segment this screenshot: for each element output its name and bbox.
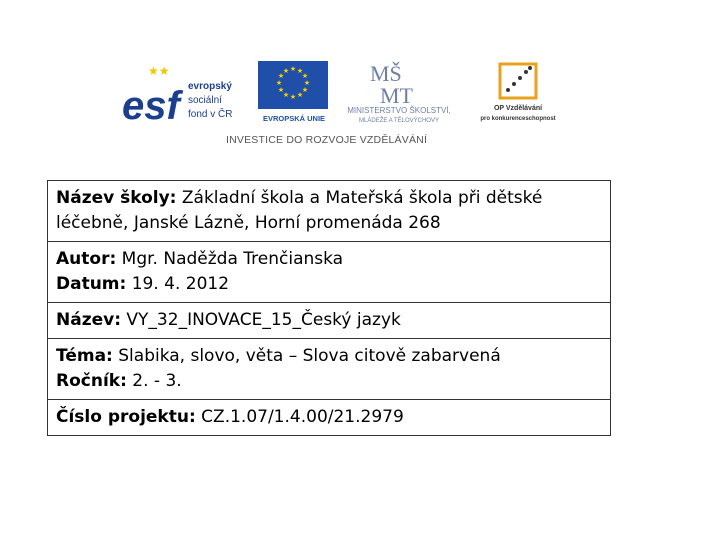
grade-label: Ročník: <box>56 371 127 391</box>
svg-text:★: ★ <box>296 91 304 99</box>
svg-text:★: ★ <box>301 72 309 80</box>
svg-text:★: ★ <box>296 67 304 75</box>
svg-text:★: ★ <box>282 91 290 99</box>
grade-line <box>56 369 602 394</box>
esf-line1: evropský <box>188 81 232 92</box>
op-vzdelavani-logo <box>478 62 564 128</box>
date-label: Datum: <box>56 274 127 294</box>
school-name-line-2 <box>56 211 602 236</box>
svg-text:★: ★ <box>301 86 309 94</box>
author-label: Autor: <box>56 249 117 269</box>
eu-label: EVROPSKÁ UNIE <box>262 114 326 123</box>
project-number-row <box>48 400 610 435</box>
op-dots-icon <box>506 66 532 92</box>
msmt-mark-top: MŠ <box>370 61 402 86</box>
info-table <box>47 180 611 436</box>
school-name-label: Název školy: <box>56 188 177 208</box>
esf-stars-icon: ★★ <box>148 64 170 78</box>
grade-value: 2. - 3. <box>126 371 182 391</box>
esf-line3: fond v ČR <box>188 109 233 120</box>
svg-text:★: ★ <box>277 72 285 80</box>
tagline: INVESTICE DO ROZVOJE VZDĚLÁVÁNÍ <box>226 134 428 146</box>
op-line2: pro konkurenceschopnost <box>480 116 556 122</box>
author-value: Mgr. Naděžda Trenčianska <box>116 249 344 269</box>
topic-label: Téma: <box>56 346 113 366</box>
title-row <box>48 303 610 339</box>
msmt-line1: MINISTERSTVO ŠKOLSTVÍ, <box>347 106 451 115</box>
eu-flag-logo <box>256 61 332 123</box>
title-line <box>56 308 602 333</box>
topic-line <box>56 344 602 369</box>
esf-logo <box>122 59 242 125</box>
esf-line2: sociální <box>188 95 222 106</box>
project-line <box>56 405 602 430</box>
svg-text:★: ★ <box>289 93 297 101</box>
msmt-logo <box>336 59 462 125</box>
logo-bar <box>118 56 568 152</box>
project-label: Číslo projektu: <box>56 407 196 427</box>
topic-grade-row <box>48 339 610 400</box>
project-value: CZ.1.07/1.4.00/21.2979 <box>195 407 404 427</box>
title-value: VY_32_INOVACE_15_Český jazyk <box>121 310 401 330</box>
date-value: 19. 4. 2012 <box>126 274 230 294</box>
svg-text:★: ★ <box>282 67 290 75</box>
op-line1: OP Vzdělávání <box>493 105 543 112</box>
school-name-value: Základní škola a Mateřská škola při dětské <box>176 188 543 208</box>
topic-value: Slabika, slovo, věta – Slova citově zabarvená <box>112 346 501 366</box>
msmt-line2: MLÁDEŽE A TĚLOVÝCHOVY <box>359 118 439 124</box>
title-label: Název: <box>56 310 122 330</box>
school-name-line <box>56 186 602 211</box>
school-name-value-2: léčebně, Janské Lázně, Horní promenáda 268 <box>56 213 441 233</box>
msmt-mark-bottom: MT <box>380 83 413 108</box>
esf-mark: esf <box>122 84 180 125</box>
svg-text:★: ★ <box>289 65 297 73</box>
author-line <box>56 247 602 272</box>
school-name-row <box>48 181 610 242</box>
svg-text:★: ★ <box>275 79 283 87</box>
date-line <box>56 272 602 297</box>
author-date-row <box>48 242 610 303</box>
svg-text:★: ★ <box>277 86 285 94</box>
svg-text:★: ★ <box>303 79 311 87</box>
